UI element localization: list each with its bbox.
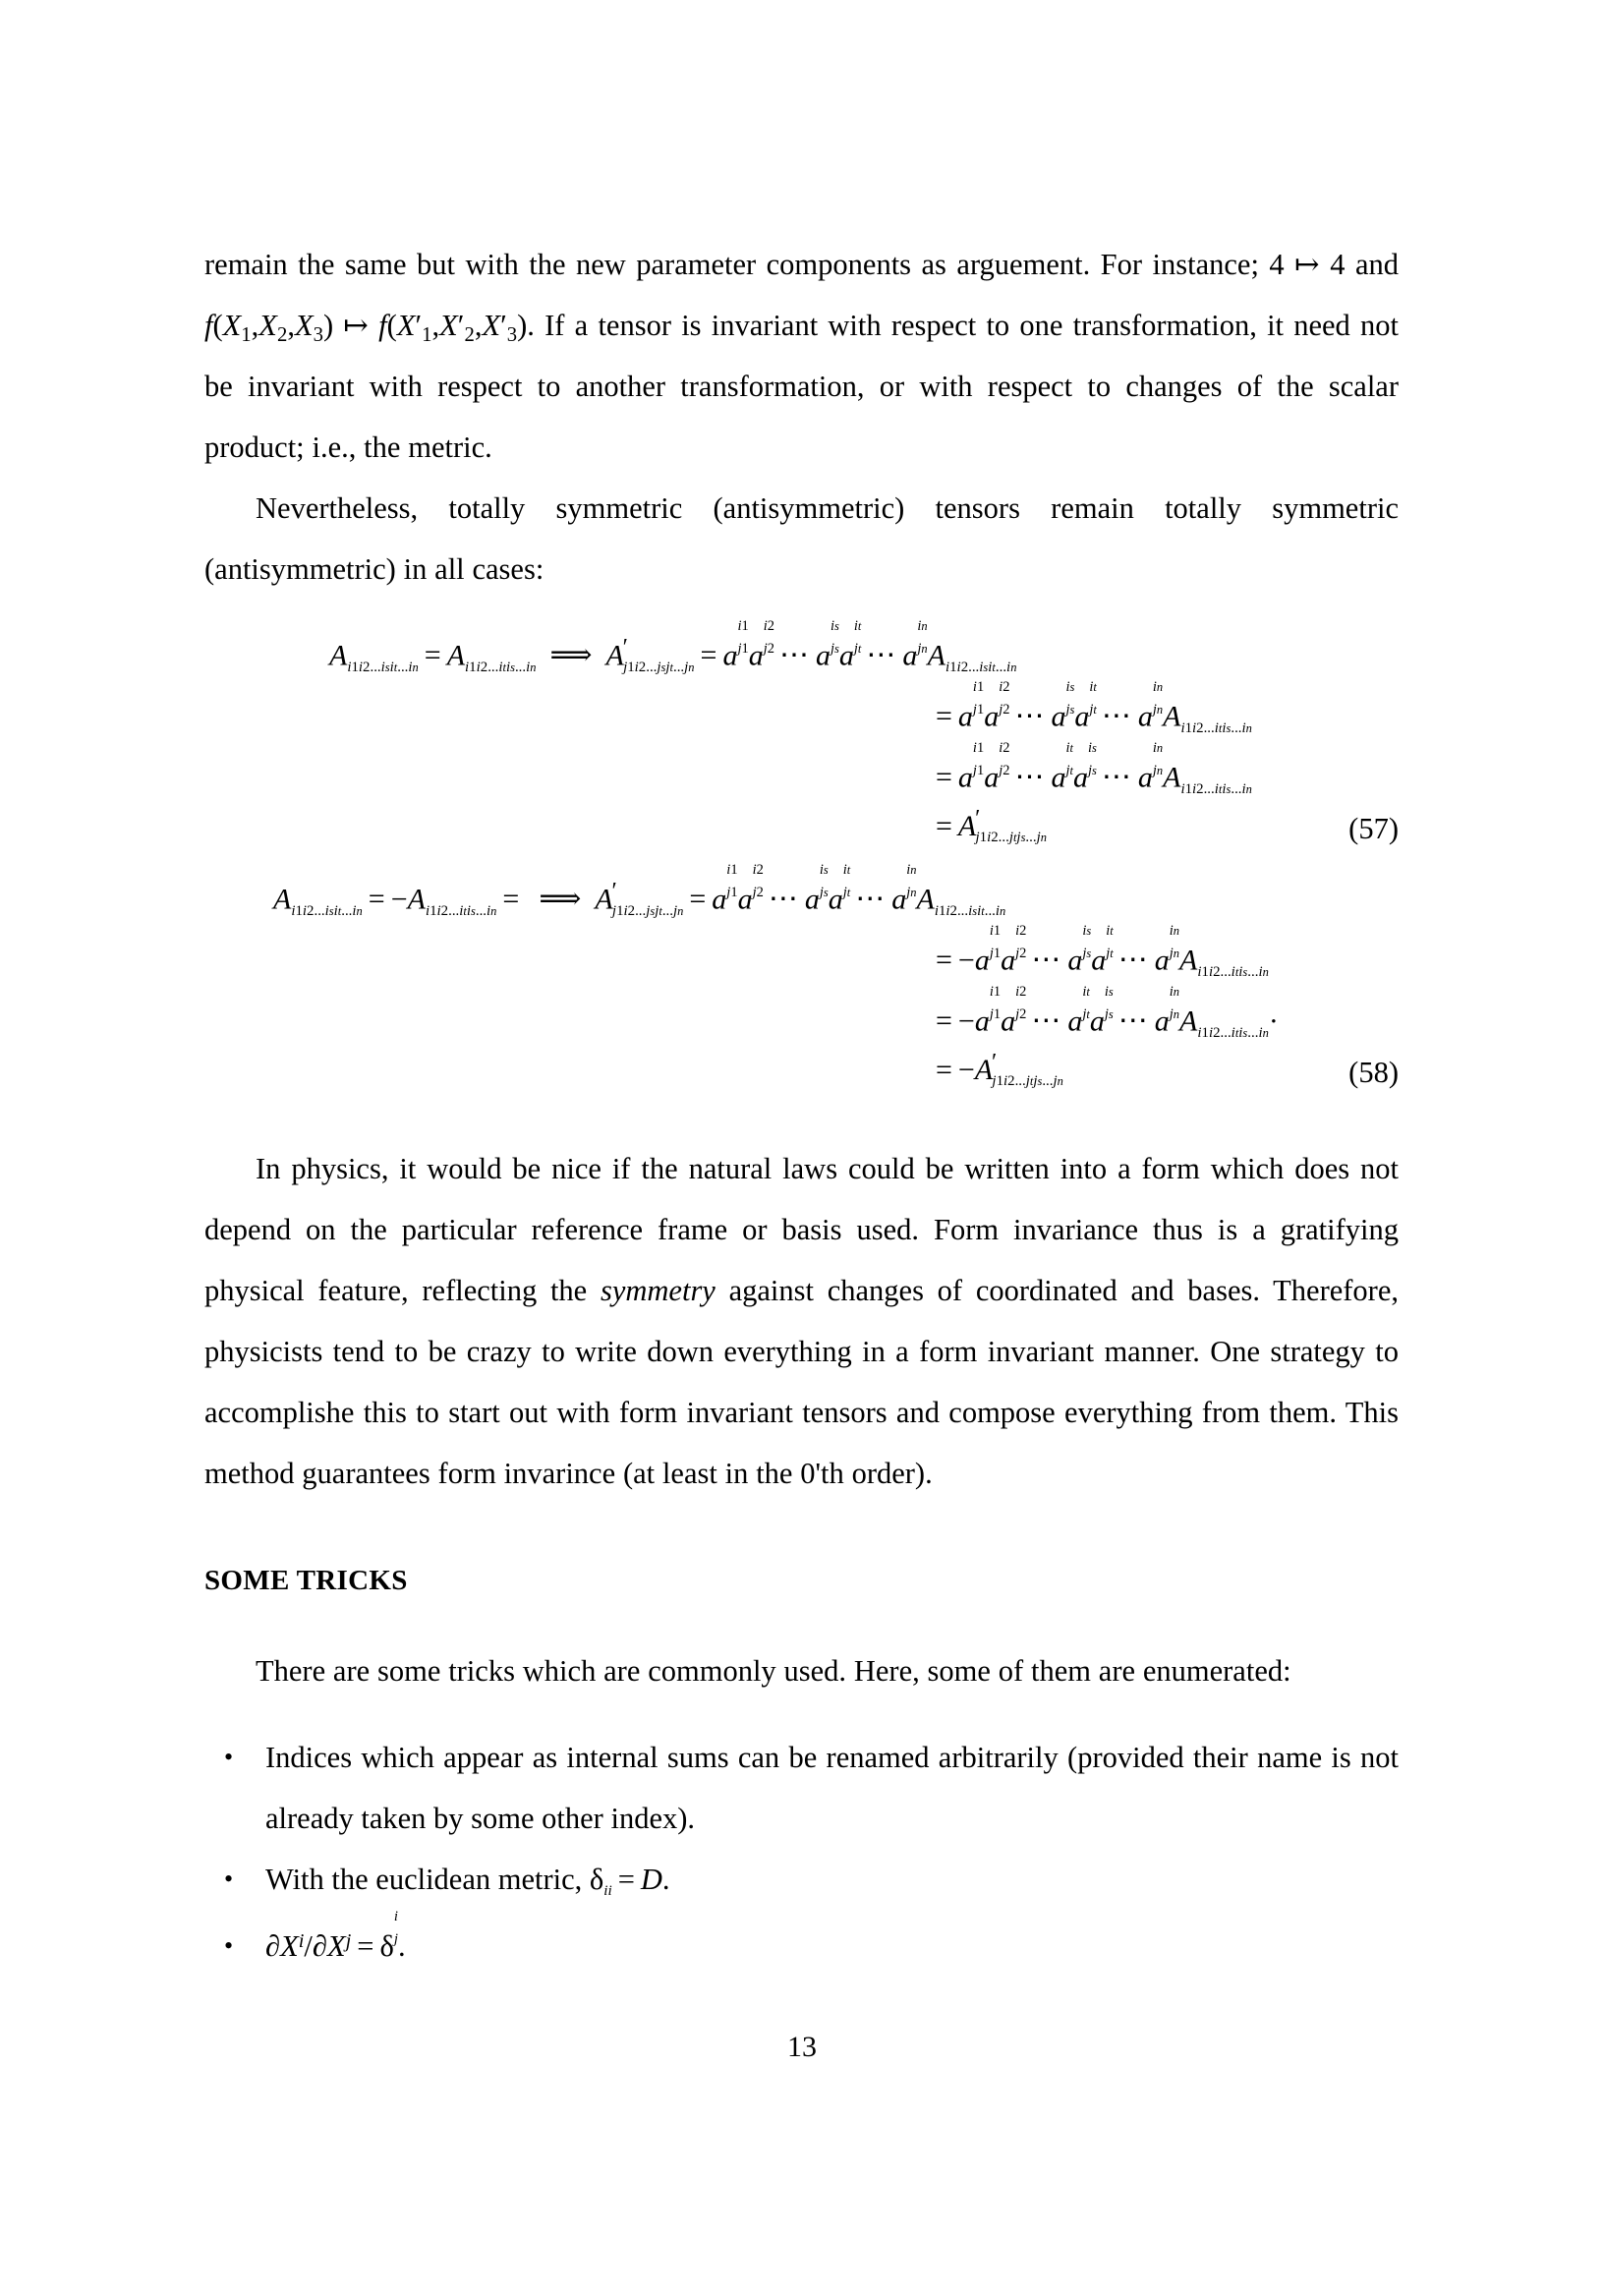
equation-number-58: (58) — [1348, 1056, 1399, 1089]
list-item — [204, 1727, 1399, 1849]
spacer — [204, 1504, 1399, 1565]
equation-57-line-3 — [204, 740, 1399, 808]
eq57-line3-math: = a i1 j1 a i2 j2 ⋯ a it jt a is js ⋯ a in jn $A_{i1i2...itis...in}$ — [936, 740, 1252, 797]
eq58-line2-math: = −a i1 j1 a i2 j2 ⋯ a is js a it jt ⋯ a in jn $A_{i1i2...itis...in}$ — [936, 923, 1269, 980]
inline-math-f-of-x: f — [204, 309, 213, 342]
page-content — [204, 234, 1399, 1980]
equation-58-line-1 — [204, 862, 1399, 930]
inline-math-partial-derivative: $\partial X^i/\partial X^j = \delta$ i j . — [265, 1909, 406, 1963]
equation-57-line-2 — [204, 679, 1399, 747]
spacer — [204, 1113, 1399, 1138]
section-heading-some-tricks: SOME TRICKS — [204, 1565, 408, 1596]
equation-block-57 — [204, 618, 1399, 869]
emphasis-symmetry: symmetry — [600, 1274, 716, 1307]
equation-number-57: (57) — [1348, 812, 1399, 845]
eq57-line1-math: $A_{i1i2...isit...in} = A_{i1i2...itis...in}$ ⟹ $A'_{j1i2...jsjt...jn} = a$ i1 j1 a i2 j2 ⋯ a is js a it jt ⋯ a in jn $A_{i1i2...isit...in}$ — [329, 618, 1017, 675]
equation-57-line-1 — [204, 618, 1399, 686]
bullet-icon: • — [224, 1931, 234, 1960]
eq58-line1-math: $A_{i1i2...isit...in} = -A_{i1i2...itis...in}$ = ⟹ $A'_{j1i2...jsjt...jn} = a$ i1 j1 a i2 j2 ⋯ a is js a it jt ⋯ a in jn $A_{i1i2...isit...in}$ — [273, 862, 1006, 919]
eq58-line3-math: = −a i1 j1 a i2 j2 ⋯ a it jt a is js ⋯ a in jn $A_{i1i2...itis...in}\cdot$ — [936, 984, 1279, 1041]
spacer — [204, 600, 1399, 625]
tricks-list — [204, 1727, 1399, 1980]
p1-rest: . If a tensor is invariant with respect to one transformation, it need not be invariant with respect to another transformation, or with respect to changes of the scalar product; i.e., the metric. — [204, 309, 1400, 464]
equation-58-line-3 — [204, 984, 1399, 1052]
eq57-line2-math: = a i1 j1 a i2 j2 ⋯ a is js a it jt ⋯ a in jn $A_{i1i2...itis...in}$ — [936, 679, 1252, 736]
p1-text-b: 4 and — [1330, 248, 1399, 281]
inline-math-delta-ii: $\delta_{ii} = D$. — [589, 1863, 670, 1900]
paragraph-nevertheless: Nevertheless, totally symmetric (antisymmetric) tensors remain totally symmetric (antisymmetric) in all cases: — [204, 491, 1399, 586]
spacer — [204, 1597, 1399, 1640]
spacer — [204, 1701, 1399, 1727]
list-item-text: With the euclidean metric, — [265, 1863, 583, 1896]
equation-block-58 — [204, 862, 1399, 1113]
p3-text-a: In physics, it would be nice if the natural laws could be written into a form which does not depend on the particular reference frame or basis used. Form invariance thus is a gratifying physical feature, reflecting the — [204, 1152, 1399, 1307]
list-item — [204, 1849, 1399, 1916]
eq57-line4-math: = $A'_{j1i2...jtjs...jn}$ — [936, 805, 1047, 846]
equation-57-line-4 — [204, 805, 1399, 869]
eq58-line4-math: = $-A'_{j1i2...jtjs...jn}$ — [936, 1049, 1063, 1090]
bullet-icon: • — [224, 1743, 234, 1771]
mapsto-symbol-2: ↦ — [343, 309, 369, 342]
paragraph-tricks-intro: There are some tricks which are commonly used. Here, some of them are enumerated: — [256, 1654, 1291, 1688]
equation-58-line-4 — [204, 1049, 1399, 1113]
paragraph-remain-the-same: remain the same but with the new parameter components as arguement. For instance; 4 ↦ 4 and $f(X_1,X_2,X_3)$ ↦ $f(X'_1,X'_2,X'_3)$. If a tensor is invariant with respect to one transformation, it need not be invariant with respect to another transformation, or with respect to changes of the scalar product; i.e., the metric. — [204, 248, 1400, 464]
paragraph-in-physics — [204, 1138, 1399, 1504]
list-item-text: Indices which appear as internal sums can be renamed arbitrarily (provided their name is not already taken by some other index). — [265, 1741, 1399, 1835]
page-number: 13 — [787, 2031, 817, 2063]
list-item — [204, 1909, 1399, 1980]
p1-text-a: remain the same but with the new parameter components as arguement. For instance; 4 — [204, 248, 1285, 281]
equation-58-line-2 — [204, 923, 1399, 991]
mapsto-symbol: ↦ — [1294, 248, 1320, 281]
p3-text-b: against changes of coordinated and bases. Therefore, physicists tend to be crazy to write down everything in a form invariant manner. One strategy to accomplishe this to start out with form invariant tensors and compose everything from them. This method guarantees form invarince (at least in the 0'th order). — [204, 1274, 1399, 1490]
bullet-icon: • — [224, 1865, 234, 1893]
